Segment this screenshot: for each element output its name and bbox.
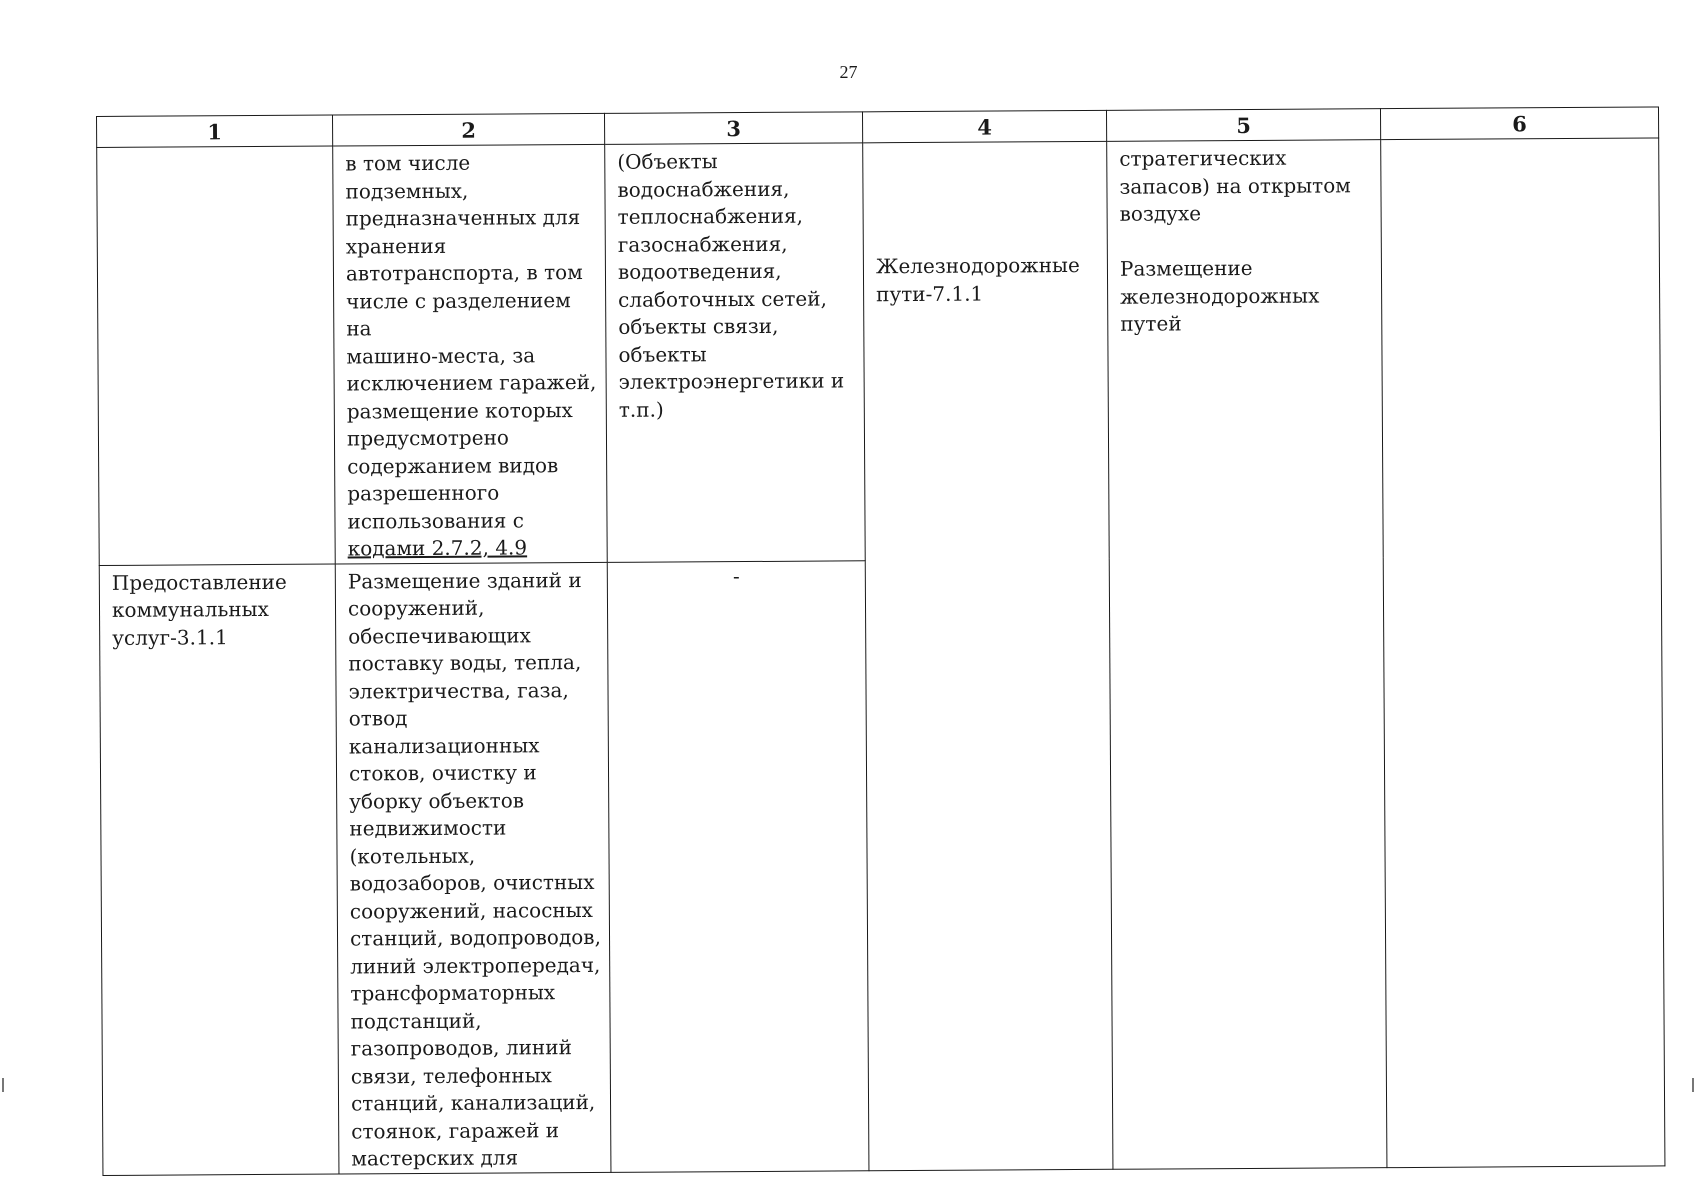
scan-artifact-right (1692, 1078, 1694, 1092)
page-number: 27 (839, 62, 858, 82)
row2-col2-cell (335, 562, 611, 1174)
column-header-3: 3 (604, 112, 862, 145)
row1-col1-text (97, 147, 332, 152)
row2-col3-dash: - (732, 563, 740, 588)
row1-col2-cell (333, 144, 608, 563)
row1-col2-main-text: в том числе подземных, предназначенных для хранения автотранспорта, в том числе с разделением на машино-места, за исключением гаражей, размещение которых предусмотрено содержанием видов разрешенного использования с (345, 150, 597, 533)
scan-artifact-left (2, 1078, 4, 1092)
col6-merged-cell (1381, 138, 1665, 1167)
column-header-2: 2 (332, 113, 604, 146)
row1-col3-cell (605, 143, 866, 562)
row2-col1-cell (99, 564, 339, 1175)
column-header-4: 4 (862, 110, 1106, 142)
col6-text (1381, 138, 1658, 144)
land-use-table (96, 106, 1665, 1175)
row1-col2-text (333, 145, 607, 563)
column-header-6: 6 (1380, 107, 1658, 140)
column-header-1: 1 (97, 115, 333, 147)
col5-merged-cell (1107, 140, 1387, 1169)
col5-text: стратегических запасов) на открытом воздухе Размещение железнодорожных путей (1119, 145, 1351, 336)
table-row (97, 138, 1662, 565)
col4-merged-cell (863, 141, 1113, 1170)
col4-text: Железнодорожные пути-7.1.1 (875, 252, 1080, 306)
row2-col1-text: Предоставление коммунальных услуг-3.1.1 (111, 569, 287, 650)
row1-col3-text: (Объекты водоснабжения, теплоснабжения, газоснабжения, водоотведения, слаботочных сетей, объекты связи, объекты электроэнергетики и т.п.) (617, 149, 845, 422)
row2-col2-text: Размещение зданий и сооружений, обеспечивающих поставку воды, тепла, электричества, газа, отвод канализационных стоков, очистку и уборку объектов недвижимости (котельных, водозаборов, очистных сооружений, насосных станций, водопроводов, линий электропередач, трансформаторных подстанций, газопроводов, линий связи, телефонных станций, канализаций, стоянок, гаражей и мастерских для (347, 567, 601, 1171)
row1-col1-cell (97, 146, 336, 565)
column-header-5: 5 (1106, 109, 1380, 142)
row2-col3-cell (607, 560, 869, 1172)
row1-col2-codes: кодами 2.7.2, 4.9 (347, 535, 528, 561)
